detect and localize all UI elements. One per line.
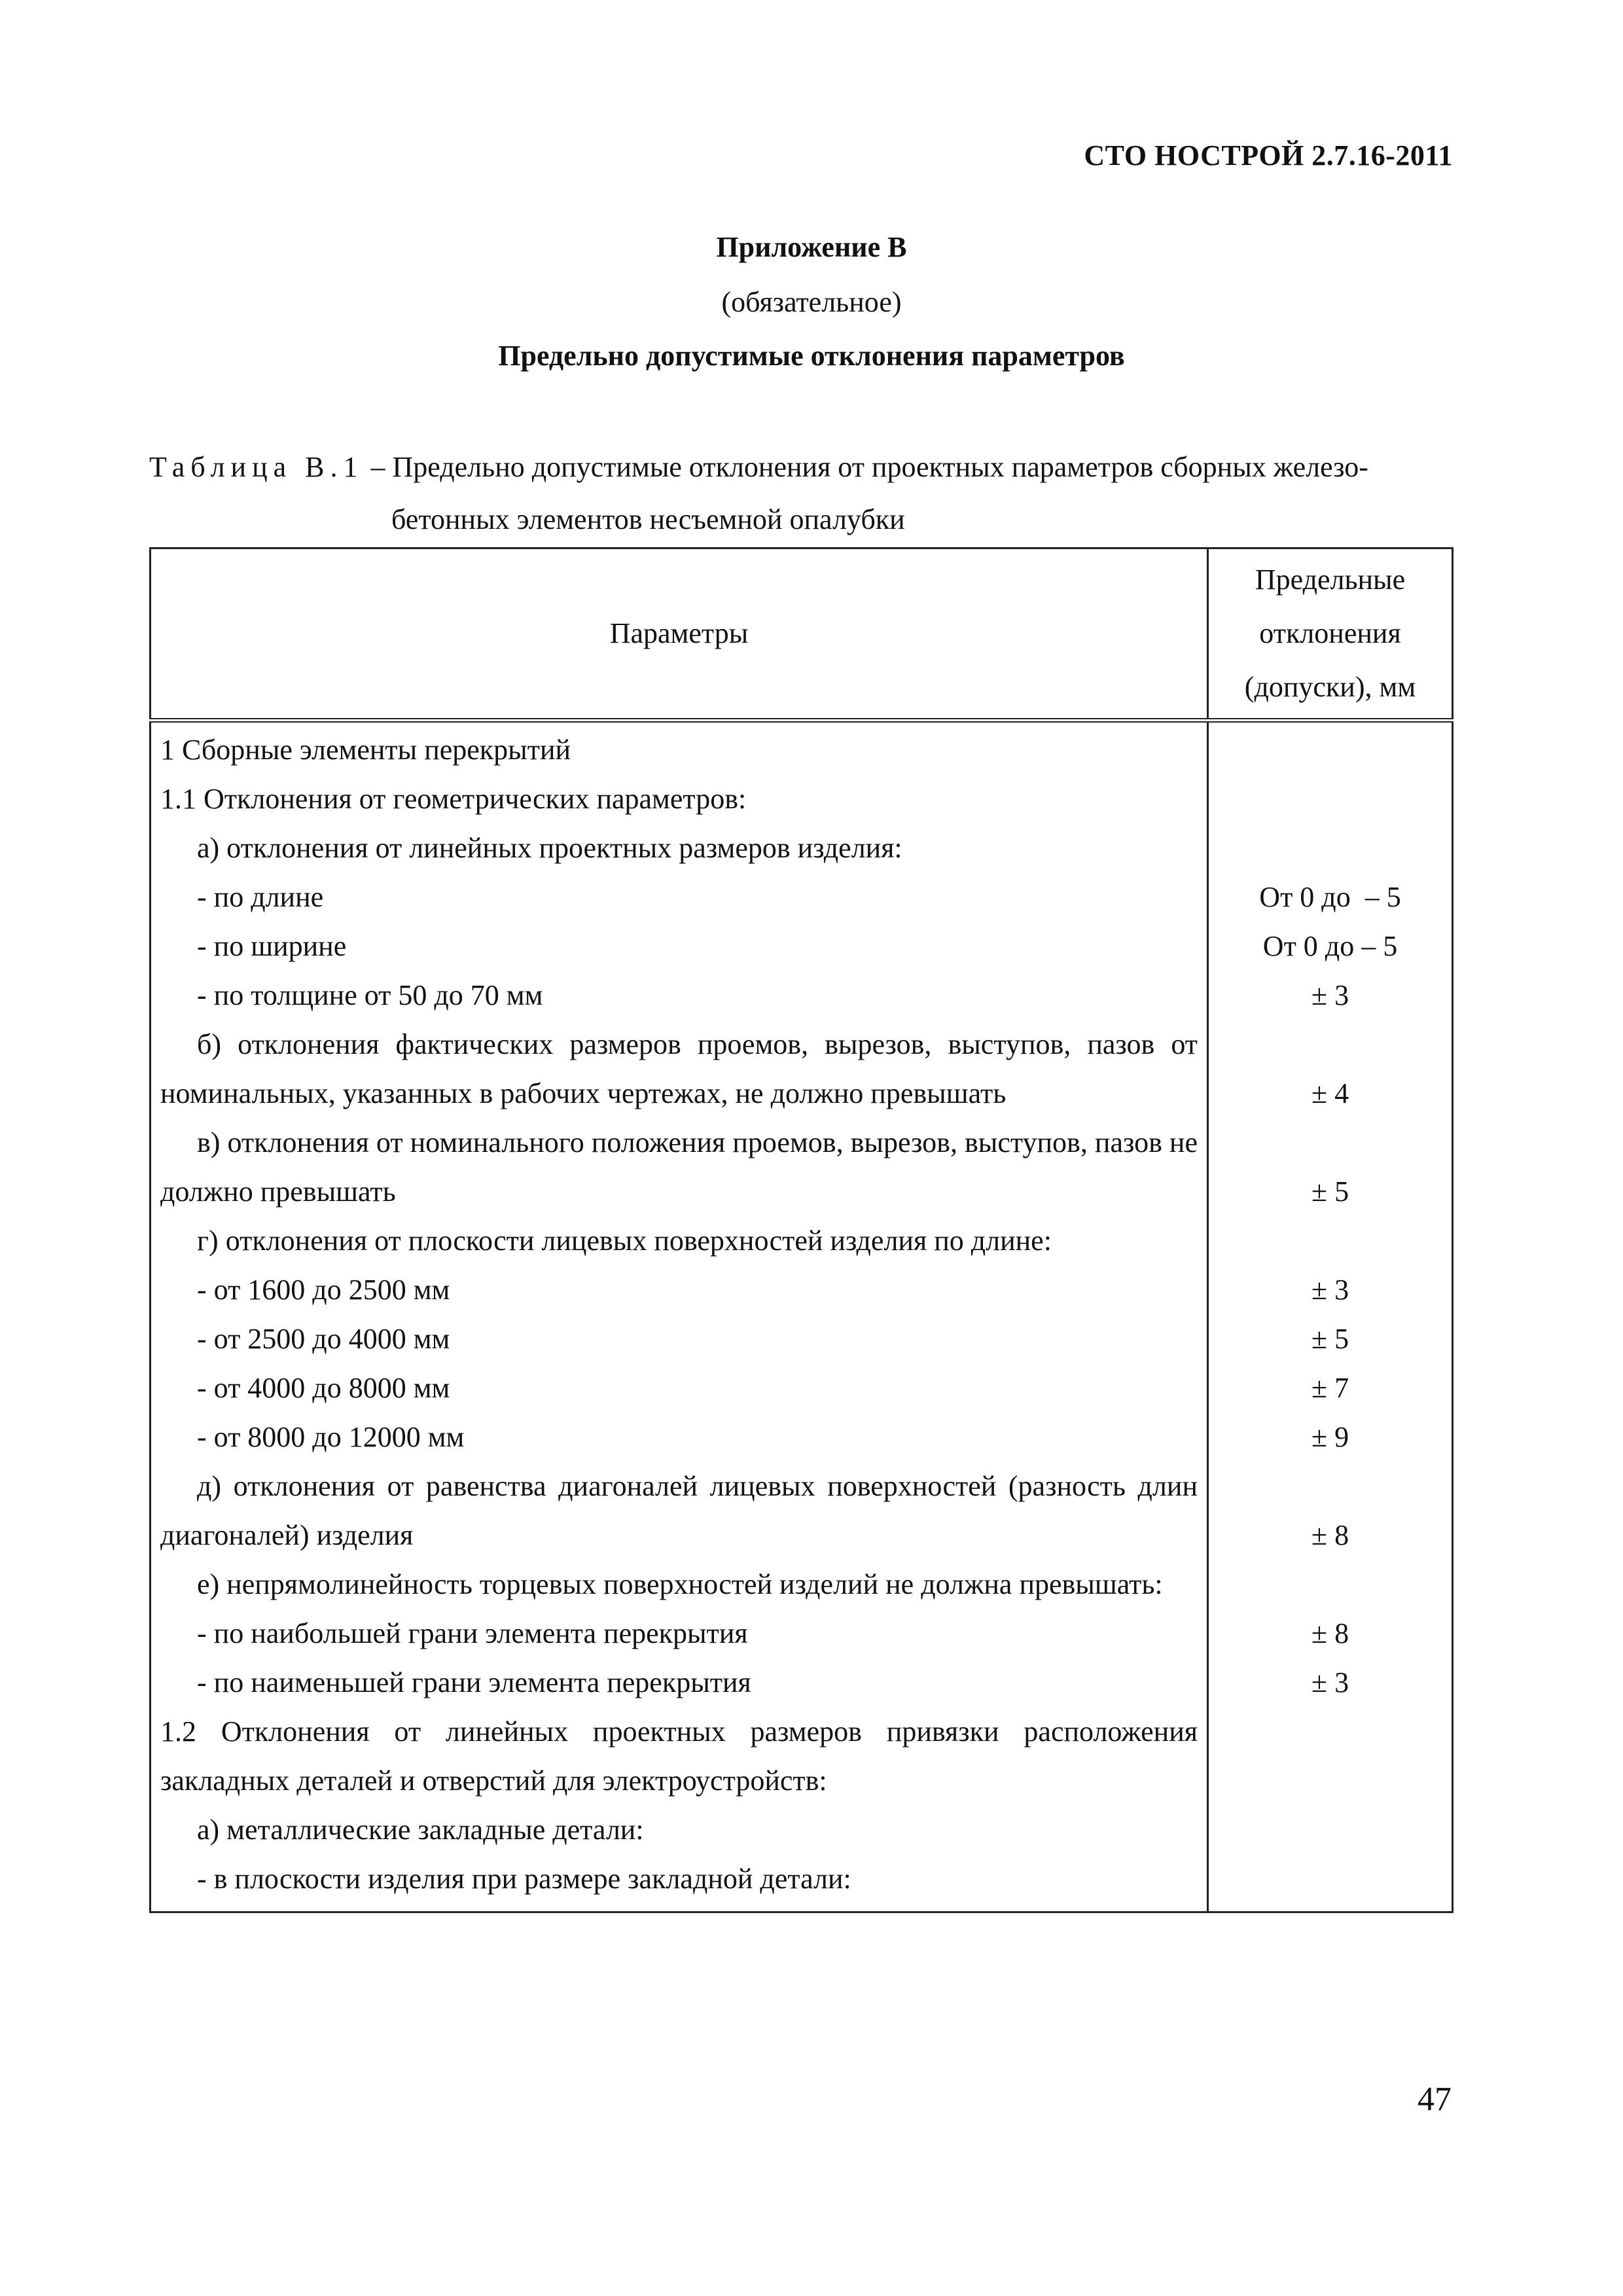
table-row bbox=[151, 1805, 1453, 1854]
table-row bbox=[151, 1216, 1453, 1265]
table-caption-text-line1: – Предельно допустимые отклонения от проектных параметров сборных железо- bbox=[363, 451, 1368, 483]
table-row bbox=[151, 1609, 1453, 1658]
table-row bbox=[151, 1658, 1453, 1707]
annex-heading: Предельно допустимые отклонения параметров bbox=[498, 340, 1125, 372]
table-row bbox=[151, 1314, 1453, 1363]
header-tolerances-line2: отклонения bbox=[1259, 617, 1401, 649]
table-row bbox=[151, 1118, 1453, 1216]
tolerance-cell: ± 4 bbox=[1208, 1020, 1453, 1118]
table-row bbox=[151, 1707, 1453, 1805]
tolerance-cell: От 0 до – 5 bbox=[1208, 922, 1453, 971]
param-cell: - по ширине bbox=[151, 922, 1208, 971]
tolerance-cell: ± 9 bbox=[1208, 1412, 1453, 1462]
page-number: 47 bbox=[1418, 2081, 1452, 2118]
tolerance-cell bbox=[1208, 721, 1453, 775]
header-tolerances-line3: (допуски), мм bbox=[1244, 671, 1416, 703]
param-cell: - от 1600 до 2500 мм bbox=[151, 1265, 1208, 1314]
table-row bbox=[151, 1020, 1453, 1118]
tolerance-cell: ± 3 bbox=[1208, 1658, 1453, 1707]
param-cell: - по длине bbox=[151, 872, 1208, 922]
param-cell: в) отклонения от номинального положения проемов, вырезов, выступов, пазов не должно превышать bbox=[151, 1118, 1208, 1216]
param-cell: - по наименьшей грани элемента перекрытия bbox=[151, 1658, 1208, 1707]
param-cell: - по толщине от 50 до 70 мм bbox=[151, 971, 1208, 1020]
table-row bbox=[151, 1560, 1453, 1609]
tolerance-cell bbox=[1208, 1805, 1453, 1854]
tolerance-cell: ± 7 bbox=[1208, 1363, 1453, 1412]
param-cell: г) отклонения от плоскости лицевых поверхностей изделия по длине: bbox=[151, 1216, 1208, 1265]
annex-status: (обязательное) bbox=[721, 286, 902, 318]
param-cell: - от 2500 до 4000 мм bbox=[151, 1314, 1208, 1363]
table-caption-label: Таблица В.1 bbox=[149, 451, 364, 483]
param-cell: д) отклонения от равенства диагоналей лицевых поверхностей (разность длин диагоналей) изделия bbox=[151, 1462, 1208, 1560]
tolerance-table bbox=[149, 547, 1454, 1913]
table-row bbox=[151, 823, 1453, 872]
param-cell: - по наибольшей грани элемента перекрытия bbox=[151, 1609, 1208, 1658]
table-caption bbox=[149, 441, 1452, 546]
param-cell: 1 Сборные элементы перекрытий bbox=[151, 721, 1208, 775]
tolerance-cell: ± 3 bbox=[1208, 971, 1453, 1020]
table-row bbox=[151, 1265, 1453, 1314]
tolerance-cell: От 0 до – 5 bbox=[1208, 872, 1453, 922]
table-row bbox=[151, 922, 1453, 971]
table-row bbox=[151, 774, 1453, 823]
param-cell: е) непрямолинейность торцевых поверхностей изделий не должна превышать: bbox=[151, 1560, 1208, 1609]
table-row bbox=[151, 971, 1453, 1020]
table-row bbox=[151, 1363, 1453, 1412]
param-cell: - от 8000 до 12000 мм bbox=[151, 1412, 1208, 1462]
tolerance-cell bbox=[1208, 1854, 1453, 1912]
table-caption-text-line2: бетонных элементов несъемной опалубки bbox=[391, 503, 905, 535]
table-row bbox=[151, 872, 1453, 922]
param-cell: 1.1 Отклонения от геометрических параметров: bbox=[151, 774, 1208, 823]
header-tolerances-line1: Предельные bbox=[1255, 564, 1406, 596]
table-row bbox=[151, 1854, 1453, 1912]
tolerance-cell bbox=[1208, 823, 1453, 872]
table-row bbox=[151, 1412, 1453, 1462]
param-cell: 1.2 Отклонения от линейных проектных размеров привязки расположения закладных деталей и отверстий для электроустройств: bbox=[151, 1707, 1208, 1805]
table-row bbox=[151, 721, 1453, 775]
tolerance-cell: ± 8 bbox=[1208, 1609, 1453, 1658]
table-row bbox=[151, 1462, 1453, 1560]
tolerance-cell: ± 5 bbox=[1208, 1118, 1453, 1216]
tolerance-cell: ± 3 bbox=[1208, 1265, 1453, 1314]
annex-title: Приложение В bbox=[716, 231, 907, 263]
tolerance-cell bbox=[1208, 1560, 1453, 1609]
param-cell: а) металлические закладные детали: bbox=[151, 1805, 1208, 1854]
tolerance-cell: ± 8 bbox=[1208, 1462, 1453, 1560]
tolerance-cell bbox=[1208, 1707, 1453, 1805]
param-cell: б) отклонения фактических размеров проемов, вырезов, выступов, пазов от номинальных, указанных в рабочих чертежах, не должно превышать bbox=[151, 1020, 1208, 1118]
tolerance-cell: ± 5 bbox=[1208, 1314, 1453, 1363]
table-header-row bbox=[151, 548, 1453, 721]
tolerance-cell bbox=[1208, 1216, 1453, 1265]
header-parameters: Параметры bbox=[151, 548, 1208, 721]
document-code: СТО НОСТРОЙ 2.7.16-2011 bbox=[1084, 139, 1453, 171]
param-cell: а) отклонения от линейных проектных размеров изделия: bbox=[151, 823, 1208, 872]
header-tolerances bbox=[1208, 548, 1453, 721]
tolerance-cell bbox=[1208, 774, 1453, 823]
param-cell: - в плоскости изделия при размере закладной детали: bbox=[151, 1854, 1208, 1912]
param-cell: - от 4000 до 8000 мм bbox=[151, 1363, 1208, 1412]
